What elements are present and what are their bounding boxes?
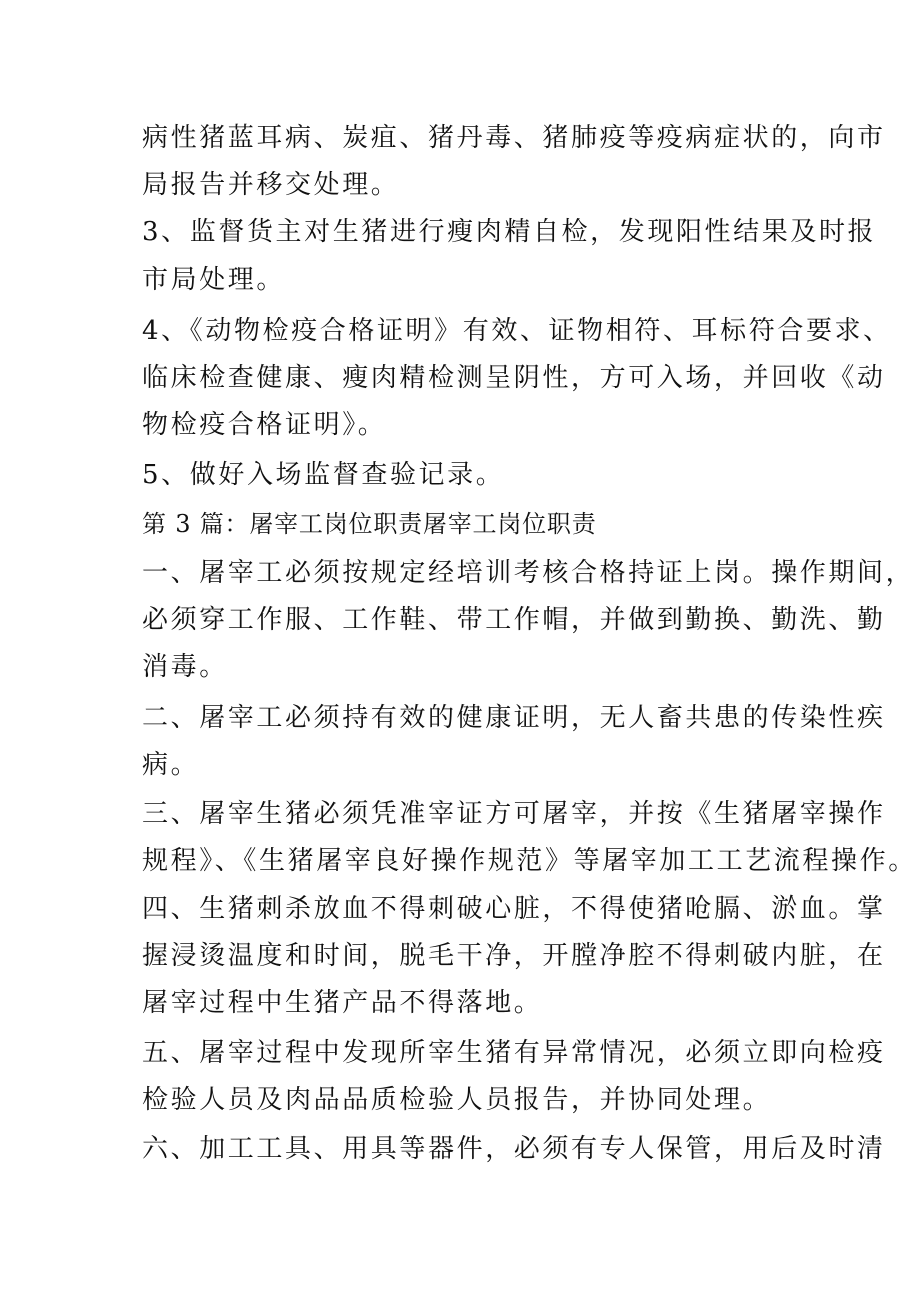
text-line: 一、屠宰工必须按规定经培训考核合格持证上岗。操作期间， (142, 558, 915, 588)
text-line: 检验人员及肉品品质检验人员报告，并协同处理。 (142, 1085, 772, 1115)
text-line: 临床检查健康、瘦肉精检测呈阴性，方可入场，并回收《动 (142, 363, 886, 393)
text-line: 4、《动物检疫合格证明》有效、证物相符、耳标符合要求、 (142, 316, 892, 346)
text-line: 二、屠宰工必须持有效的健康证明，无人畜共患的传染性疾 (142, 703, 886, 733)
text-line: 局报告并移交处理。 (142, 170, 400, 200)
text-line: 五、屠宰过程中发现所宰生猪有异常情况，必须立即向检疫 (142, 1038, 886, 1068)
section-heading: 第 3 篇：屠宰工岗位职责屠宰工岗位职责 (142, 510, 597, 538)
text-line: 规程》、《生猪屠宰良好操作规范》等屠宰加工工艺流程操作。 (142, 846, 917, 876)
text-line: 市局处理。 (142, 265, 286, 295)
text-line: 5、做好入场监督查验记录。 (142, 460, 505, 490)
text-line: 病。 (142, 750, 200, 780)
text-line: 必须穿工作服、工作鞋、带工作帽，并做到勤换、勤洗、勤 (142, 605, 886, 635)
text-line: 握浸烫温度和时间，脱毛干净，开膛净腔不得刺破内脏，在 (142, 941, 886, 971)
text-line: 六、加工工具、用具等器件，必须有专人保管，用后及时清 (142, 1134, 886, 1164)
text-line: 病性猪蓝耳病、炭疽、猪丹毒、猪肺疫等疫病症状的，向市 (142, 123, 886, 153)
text-line: 3、监督货主对生猪进行瘦肉精自检，发现阳性结果及时报 (142, 217, 877, 247)
text-line: 屠宰过程中生猪产品不得落地。 (142, 988, 543, 1018)
text-line: 三、屠宰生猪必须凭准宰证方可屠宰，并按《生猪屠宰操作 (142, 799, 886, 829)
text-line: 消毒。 (142, 652, 228, 682)
text-line: 物检疫合格证明》。 (142, 410, 387, 440)
text-line: 四、生猪刺杀放血不得刺破心脏，不得使猪呛膈、淤血。掌 (142, 894, 886, 924)
